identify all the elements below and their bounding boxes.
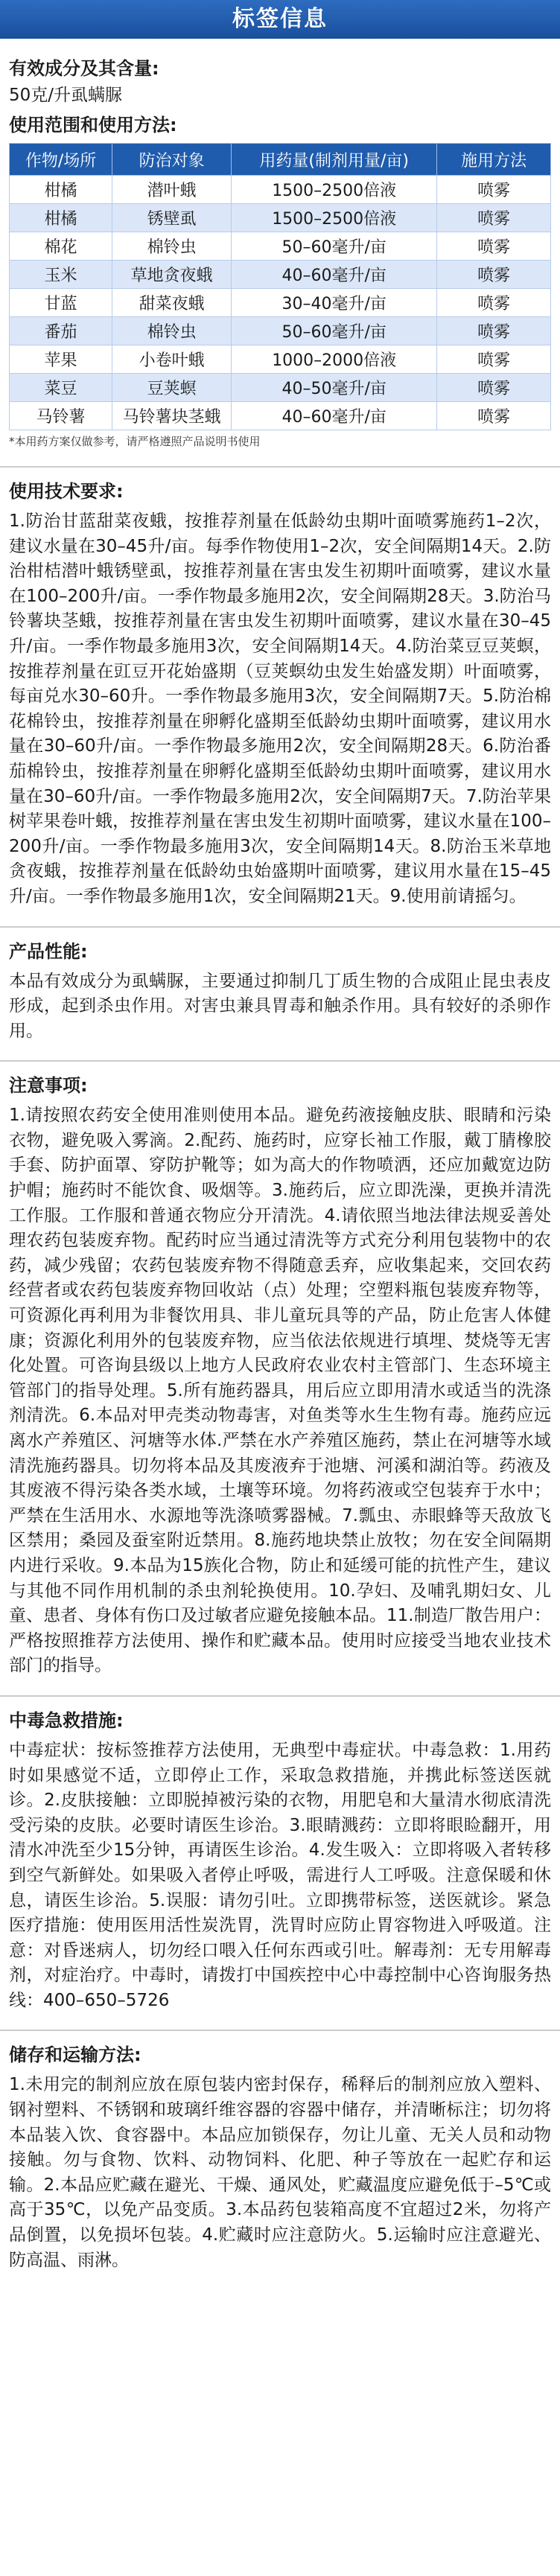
cell-method: 喷雾 <box>437 402 551 430</box>
cell-dosage: 50–60毫升/亩 <box>232 317 437 345</box>
cell-method: 喷雾 <box>437 176 551 204</box>
cell-target: 小卷叶蛾 <box>112 345 232 374</box>
section-divider <box>0 1060 560 1062</box>
label-content <box>0 55 560 2273</box>
table-row <box>10 204 551 232</box>
cell-dosage: 1500–2500倍液 <box>232 176 437 204</box>
column-header-target: 防治对象 <box>112 144 232 176</box>
cell-dosage: 40–60毫升/亩 <box>232 402 437 430</box>
storage-text: 1.未用完的制剂应放在原包装内密封保存，稀释后的制剂应放入塑料、钢衬塑料、不锈钢和玻璃纤维容器的容器中储存，并清晰标注；切勿将本品装入饮、食容器中。本品应加锁保存，勿让儿童、无关人员和动物接触。勿与食物、饮料、动物饲料、化肥、种子等放在一起贮存和运输。2.本品应贮藏在避光、干燥、通风处，贮藏温度应避免低于–5℃或高于35℃，以免产品变质。3.本品药包装箱高度不宜超过2米，勿将产品倒置，以免损坏包装。4.贮藏时应注意防火。5.运输时应注意避光、防高温、雨淋。 <box>9 2075 551 2270</box>
table-row <box>10 374 551 402</box>
table-row <box>10 317 551 345</box>
page-title: 标签信息 <box>232 6 328 32</box>
first-aid-heading: 中毒急救措施: <box>9 1709 124 1731</box>
cell-crop: 菜豆 <box>10 374 112 402</box>
usage-heading: 使用范围和使用方法: <box>9 115 177 136</box>
section-divider <box>0 466 560 468</box>
cell-method: 喷雾 <box>437 345 551 374</box>
first-aid-text: 中毒症状：按标签推荐方法使用，无典型中毒症状。中毒急救：1.用药时如果感觉不适，立即停止工作，采取急救措施，并携此标签送医就诊。2.皮肤接触：立即脱掉被污染的衣物，用肥皂和大量清水彻底清洗受污染的皮肤。必要时请医生诊治。3.眼睛溅药：立即将眼睑翻开，用清水冲洗至少15分钟，再请医生诊治。4.发生吸入：立即将吸入者转移到空气新鲜处。如果吸入者停止呼吸，需进行人工呼吸。注意保暖和休息，请医生诊治。5.误服：请勿引吐。立即携带标签，送医就诊。紧急医疗措施：使用医用活性炭洗胃，洗胃时应防止胃容物进入呼吸道。注意：对昏迷病人，切勿经口喂入任何东西或引吐。解毒剂：无专用解毒剂，对症治疗。中毒时，请拨打中国疾控中心中毒控制中心咨询服务热线：400–650–5726 <box>9 1740 551 2010</box>
cell-target: 潜叶蛾 <box>112 176 232 204</box>
cell-crop: 苹果 <box>10 345 112 374</box>
cell-method: 喷雾 <box>437 261 551 289</box>
cell-target: 马铃薯块茎蛾 <box>112 402 232 430</box>
cell-dosage: 1500–2500倍液 <box>232 204 437 232</box>
ingredient-heading: 有效成分及其含量: <box>9 58 159 79</box>
cell-dosage: 40–60毫升/亩 <box>232 261 437 289</box>
cell-method: 喷雾 <box>437 289 551 317</box>
cell-target: 甜菜夜蛾 <box>112 289 232 317</box>
table-row <box>10 232 551 261</box>
performance-text: 本品有效成分为虱螨脲，主要通过抑制几丁质生物的合成阻止昆虫表皮形成，起到杀虫作用。对害虫兼具胃毒和触杀作用。具有较好的杀卵作用。 <box>9 971 551 1041</box>
table-row <box>10 176 551 204</box>
cell-crop: 棉花 <box>10 232 112 261</box>
section-divider <box>0 2030 560 2031</box>
performance-heading: 产品性能: <box>9 940 88 962</box>
storage-heading: 储存和运输方法: <box>9 2044 141 2066</box>
header-banner <box>0 0 560 39</box>
table-row <box>10 289 551 317</box>
column-header-dosage: 用药量(制剂用量/亩) <box>232 144 437 176</box>
cell-method: 喷雾 <box>437 232 551 261</box>
cautions-text: 1.请按照农药安全使用准则使用本品。避免药液接触皮肤、眼睛和污染衣物，避免吸入雾滴。2.配药、施药时，应穿长袖工作服，戴丁腈橡胶手套、防护面罩、穿防护靴等；如为高大的作物喷洒，还应加戴宽边防护帽；施药时不能饮食、吸烟等。3.施药后，应立即洗澡，更换并清洗工作服。工作服和普通衣物应分开清洗。4.请依照当地法律法规妥善处理农药包装废弃物。配药时应当通过清洗等方式充分利用包装物中的农药，减少残留；农药包装废弃物不得随意丢弃，应收集起来，交回农药经营者或农药包装废弃物回收站（点）处理；空塑料瓶包装废弃物等，可资源化再利用为非餐饮用具、非儿童玩具等的产品，防止危害人体健康；资源化利用外的包装废弃物，应当依法依规进行填埋、焚烧等无害化处置。可咨询县级以上地方人民政府农业农村主管部门、生态环境主管部门的指导处理。5.所有施药器具，用后应立即用清水或适当的洗涤剂清洗。6.本品对甲壳类动物毒害，对鱼类等水生生物有毒。施药应远离水产养殖区、河塘等水体.严禁在水产养殖区施药，禁止在河塘等水域清洗施药器具。切勿将本品及其废液弃于池塘、河溪和湖泊等。药液及其废液不得污染各类水域，土壤等环境。勿将药液或空包装弃于水中；严禁在生活用水、水源地等洗涤喷雾器械。7.瓢虫、赤眼蜂等天敌放飞区禁用；桑园及蚕室附近禁用。8.施药地块禁止放牧；勿在安全间隔期内进行采收。9.本品为15族化合物，防止和延缓可能的抗性产生，建议与其他不同作用机制的杀虫剂轮换使用。10.孕妇、及哺乳期妇女、儿童、患者、身体有伤口及过敏者应避免接触本品。11.制造厂散告用户：严格按照推荐方法使用、操作和贮藏本品。使用时应接受当地农业技术部门的指导。 <box>9 1106 551 1676</box>
section-divider <box>0 926 560 928</box>
cell-dosage: 30–40毫升/亩 <box>232 289 437 317</box>
cell-target: 草地贪夜蛾 <box>112 261 232 289</box>
tech-heading: 使用技术要求: <box>9 481 124 502</box>
cell-crop: 玉米 <box>10 261 112 289</box>
cell-method: 喷雾 <box>437 374 551 402</box>
column-header-method: 施用方法 <box>437 144 551 176</box>
cell-crop: 番茄 <box>10 317 112 345</box>
table-row <box>10 261 551 289</box>
usage-table-header-row <box>10 144 551 176</box>
cell-method: 喷雾 <box>437 317 551 345</box>
cell-target: 棉铃虫 <box>112 232 232 261</box>
cell-dosage: 50–60毫升/亩 <box>232 232 437 261</box>
cell-crop: 柑橘 <box>10 204 112 232</box>
cell-target: 锈壁虱 <box>112 204 232 232</box>
usage-table <box>9 143 551 430</box>
cell-target: 棉铃虫 <box>112 317 232 345</box>
table-row <box>10 402 551 430</box>
usage-note: *本用药方案仅做参考，请严格遵照产品说明书使用 <box>9 435 261 448</box>
cell-target: 豆荚螟 <box>112 374 232 402</box>
cell-crop: 马铃薯 <box>10 402 112 430</box>
cell-dosage: 1000–2000倍液 <box>232 345 437 374</box>
cell-method: 喷雾 <box>437 204 551 232</box>
table-row <box>10 345 551 374</box>
cell-dosage: 40–50毫升/亩 <box>232 374 437 402</box>
cell-crop: 柑橘 <box>10 176 112 204</box>
cautions-heading: 注意事项: <box>9 1075 88 1097</box>
tech-text: 1.防治甘蓝甜菜夜蛾，按推荐剂量在低龄幼虫期叶面喷雾施药1–2次，建议水量在30–45升/亩。每季作物使用1–2次，安全间隔期14天。2.防治柑桔潜叶蛾锈壁虱，按推荐剂量在害虫发生初期叶面喷雾，建议水量在100–200升/亩。一季作物最多施用2次，安全间隔期28天。3.防治马铃薯块茎蛾，按推荐剂量在害虫发生初期叶面喷雾，建议水量在30–45升/亩。一季作物最多施用3次，安全间隔期14天。4.防治菜豆豆荚螟，按推荐剂量在豇豆开花始盛期（豆荚螟幼虫发生始盛发期）叶面喷雾，每亩兑水30–60升。一季作物最多施用3次，安全间隔期7天。5.防治棉花棉铃虫，按推荐剂量在卵孵化盛期至低龄幼虫期叶面喷雾，建议用水量在30–60升/亩。一季作物最多施用2次，安全间隔期28天。6.防治番茄棉铃虫，按推荐剂量在卵孵化盛期至低龄幼虫期叶面喷雾，建议用水量在30–60升/亩。一季作物最多施用2次，安全间隔期7天。7.防治苹果树苹果卷叶蛾，按推荐剂量在害虫发生初期叶面喷雾，建议水量在100–200升/亩。一季作物最多施用3次，安全间隔期14天。8.防治玉米草地贪夜蛾，按推荐剂量在低龄幼虫始盛期叶面喷雾，建议用水量在15–45升/亩。一季作物最多施用1次，安全间隔期21天。9.使用前请摇匀。 <box>9 511 551 906</box>
cell-crop: 甘蓝 <box>10 289 112 317</box>
section-divider <box>0 1695 560 1697</box>
column-header-crop: 作物/场所 <box>10 144 112 176</box>
ingredient-value: 50克/升虱螨脲 <box>9 86 123 105</box>
